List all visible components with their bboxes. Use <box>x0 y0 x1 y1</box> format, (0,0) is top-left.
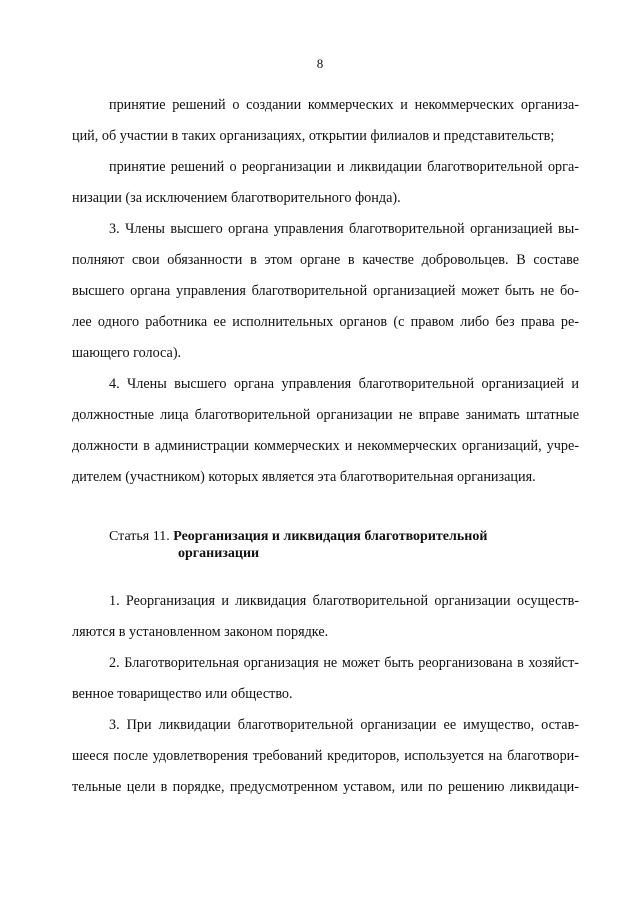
article-prefix: Статья 11. <box>109 529 170 544</box>
text-line: полняют свои обязанности в этом органе в качестве добровольцев. В составе <box>72 252 579 268</box>
page-number: 8 <box>316 56 324 71</box>
article-title-continued: организации <box>178 546 260 561</box>
text-line: венное товарищество или общество. <box>72 686 293 702</box>
text-line: ляются в установленном законом порядке. <box>72 624 329 640</box>
text-line: должности в администрации коммерческих и некоммерческих организаций, учре- <box>72 438 579 454</box>
text-line: 4. Члены высшего органа управления благотворительной организацией и <box>109 376 579 392</box>
text-line: ций, об участии в таких организациях, открытии филиалов и представительств; <box>72 128 555 144</box>
text-line: шающего голоса). <box>72 345 182 361</box>
text-line: шееся после удовлетворения требований кредиторов, используется на благотвори- <box>72 748 579 764</box>
text-line: лее одного работника ее исполнительных органов (с правом либо без права ре- <box>72 314 579 330</box>
article-title: Реорганизация и ликвидация благотворительной <box>173 529 488 544</box>
text-line: 2. Благотворительная организация не может быть реорганизована в хозяйст- <box>109 655 579 671</box>
text-line: 3. При ликвидации благотворительной организации ее имущество, остав- <box>109 717 579 733</box>
text-line: принятие решений о реорганизации и ликвидации благотворительной орга- <box>109 159 579 175</box>
text-line: принятие решений о создании коммерческих и некоммерческих организа- <box>109 97 579 113</box>
text-line: должностные лица благотворительной организации не вправе занимать штатные <box>72 407 579 423</box>
text-line: низации (за исключением благотворительного фонда). <box>72 190 401 206</box>
text-line: 1. Реорганизация и ликвидация благотворительной организации осуществ- <box>109 593 579 609</box>
text-line: высшего органа управления благотворительной организацией может быть не бо- <box>72 283 579 299</box>
text-line: 3. Члены высшего органа управления благотворительной организацией вы- <box>109 221 579 237</box>
text-line: тельные цели в порядке, предусмотренном уставом, или по решению ликвидаци- <box>72 779 579 795</box>
article-heading <box>109 528 487 546</box>
text-line: дителем (участником) которых является эта благотворительная организация. <box>72 469 536 485</box>
